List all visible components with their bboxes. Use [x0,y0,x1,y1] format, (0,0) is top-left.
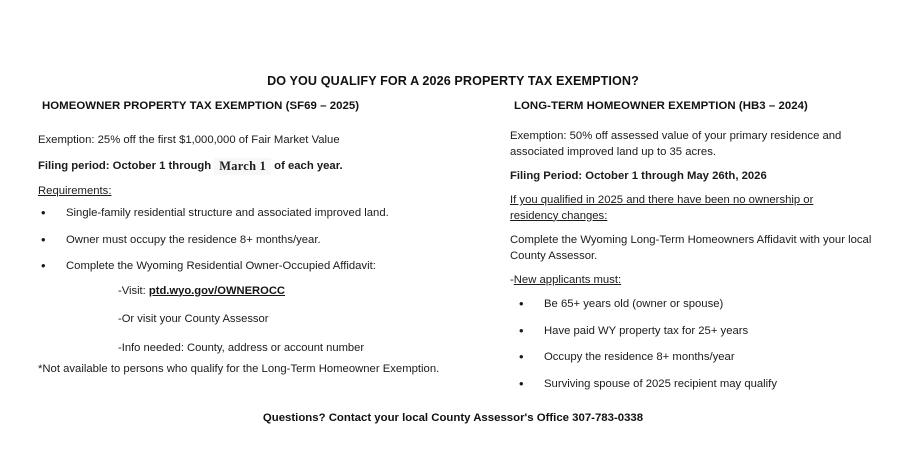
list-item: -Info needed: County, address or account number [118,341,365,354]
list-item [36,259,506,356]
list-item [36,206,506,222]
list-item [66,284,506,300]
left-column-heading: HOMEOWNER PROPERTY TAX EXEMPTION (SF69 – 2025) [42,100,360,112]
filing-period-suffix: of each year. [274,160,343,172]
right-column-heading: LONG-TERM HOMEOWNER EXEMPTION (HB3 – 2024) [514,100,808,112]
right-exemption-line: Exemption: 50% off assessed value of your primary residence and associated improved land up to 35 acres. [510,130,842,158]
left-requirements-list [36,206,506,369]
qualified-2025-note [510,193,860,224]
new-applicants-label [510,273,621,289]
left-column [36,100,506,375]
right-column [508,100,898,390]
requirement-text: Complete the Wyoming Residential Owner-Occupied Affidavit: [66,260,376,272]
owneroccupied-affidavit-link[interactable]: ptd.wyo.gov/OWNEROCC [148,284,285,297]
filing-period-highlight: March 1 [214,158,271,175]
right-filing-period-line: Filing Period: October 1 through May 26th, 2026 [510,170,767,182]
new-applicants-list [514,297,898,403]
left-filing-period-line [38,158,343,175]
affidavit-sub-list [66,284,506,357]
list-item: • Surviving spouse of 2025 recipient may qualify [514,377,898,393]
list-item: -Or visit your County Assessor [118,313,269,325]
left-footnote: *Not available to persons who qualify for the Long-Term Homeowner Exemption. [38,363,440,375]
page-title: DO YOU QUALIFY FOR A 2026 PROPERTY TAX EXEMPTION? [267,74,639,88]
list-item: • Occupy the residence 8+ months/year [514,350,898,366]
filing-period-prefix: Filing period: October 1 through [38,160,212,172]
new-applicants-dash: - [510,274,514,286]
requirements-label: Requirements: [38,185,112,197]
complete-affidavit-note: Complete the Wyoming Long-Term Homeowners Affidavit with your local County Assessor. [510,234,872,262]
requirement-text: Single-family residential structure and associated improved land. [66,207,389,219]
visit-prefix-label: -Visit: [118,284,146,297]
left-exemption-line: Exemption: 25% off the first $1,000,000 of Fair Market Value [38,134,340,146]
new-applicants-text: New applicants must: [513,274,622,286]
list-item: • Be 65+ years old (owner or spouse) [514,297,898,313]
contact-footer: Questions? Contact your local County Assessor's Office 307-783-0338 [262,412,644,424]
qualified-2025-note-text: If you qualified in 2025 and there have been no ownership or residency changes: [510,194,814,222]
list-item: • Have paid WY property tax for 25+ years [514,324,898,340]
requirement-text: Owner must occupy the residence 8+ months/year. [66,233,321,246]
list-item [36,233,506,249]
